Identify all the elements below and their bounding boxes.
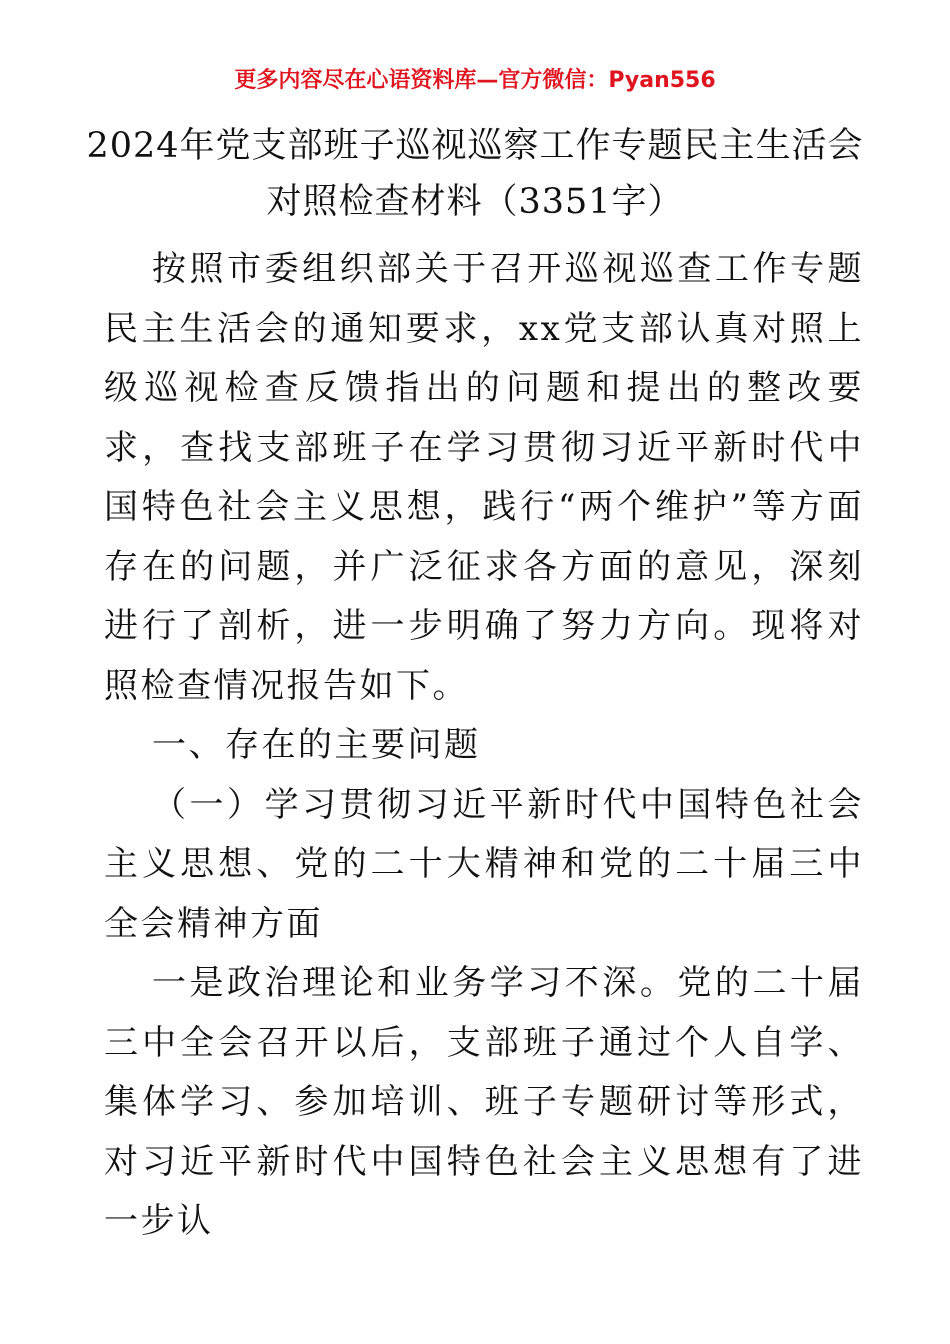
title-line-2: 对照检查材料（3351字）	[266, 182, 684, 222]
paragraph-point-1: 一是政治理论和业务学习不深。党的二十届三中全会召开以后，支部班子通过个人自学、集体学习、参加培训、班子专题研讨等形式，对习近平新时代中国特色社会主义思想有了进一步认	[104, 963, 864, 1241]
watermark-banner: 更多内容尽在心语资料库—官方微信：Pyan556	[234, 68, 716, 93]
document-title	[0, 118, 950, 230]
section-heading-1: 一、存在的主要问题	[152, 725, 481, 765]
subsection-heading-1: （一）学习贯彻习近平新时代中国特色社会主义思想、党的二十大精神和党的二十届三中全会精神方面	[104, 784, 864, 944]
paragraph-intro: 按照市委组织部关于召开巡视巡查工作专题民主生活会的通知要求，xx党支部认真对照上级巡视检查反馈指出的问题和提出的整改要求，查找支部班子在学习贯彻习近平新时代中国特色社会主义思想，践行“两个维护”等方面存在的问题，并广泛征求各方面的意见，深刻进行了剖析，进一步明确了努力方向。现将对照检查情况报告如下。	[104, 249, 864, 706]
title-line-1: 2024年党支部班子巡视巡察工作专题民主生活会	[86, 126, 864, 166]
document-body	[104, 240, 864, 1252]
